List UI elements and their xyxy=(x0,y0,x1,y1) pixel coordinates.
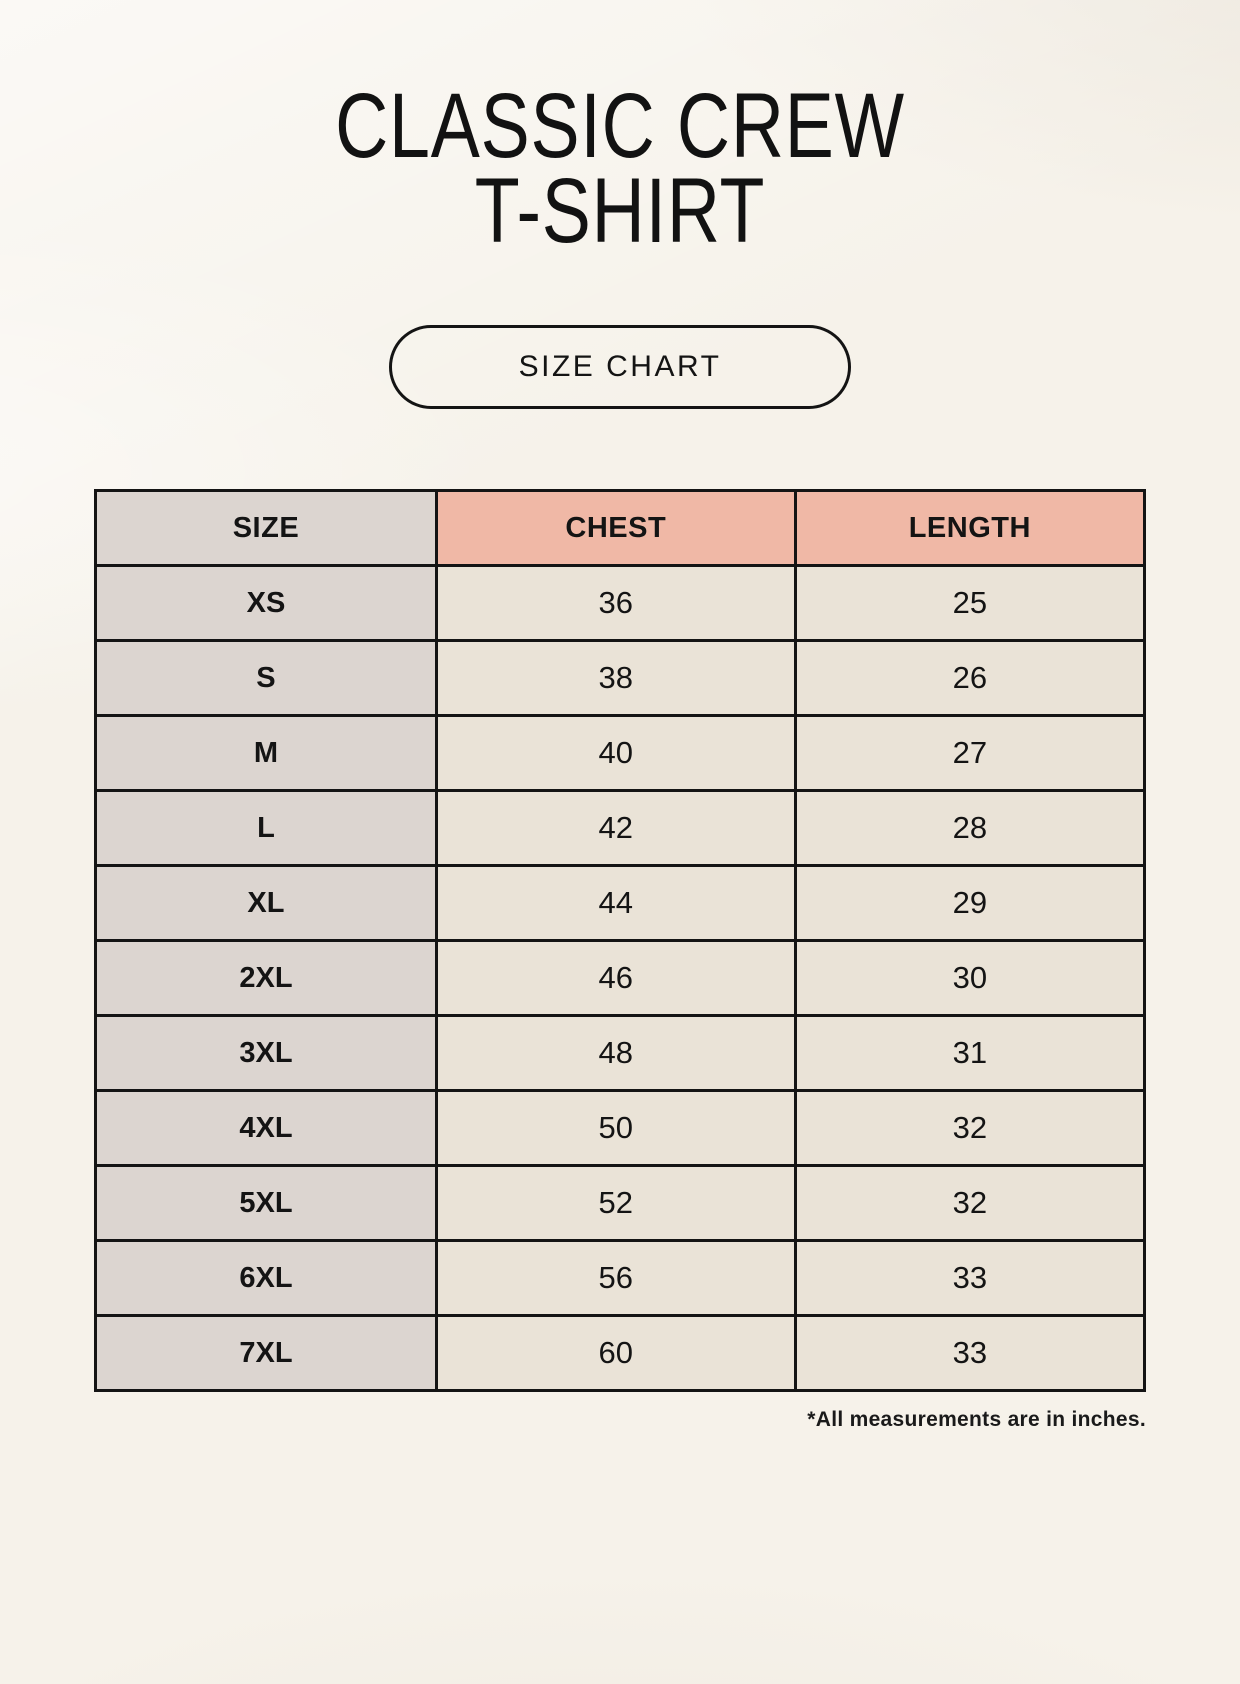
table-row xyxy=(96,566,1145,641)
size-chart-button-label: SIZE CHART xyxy=(518,350,722,384)
chest-cell: 46 xyxy=(436,941,795,1016)
table-row xyxy=(96,1016,1145,1091)
chest-cell: 40 xyxy=(436,716,795,791)
measurements-footnote: *All measurements are in inches. xyxy=(807,1408,1146,1432)
page-title-line-1: CLASSIC CREW xyxy=(335,75,905,177)
table-row xyxy=(96,1091,1145,1166)
table-row xyxy=(96,941,1145,1016)
chest-cell: 36 xyxy=(436,566,795,641)
table-row xyxy=(96,1316,1145,1391)
length-cell: 32 xyxy=(795,1166,1144,1241)
length-cell: 29 xyxy=(795,866,1144,941)
size-chart-button[interactable] xyxy=(389,325,851,409)
length-cell: 31 xyxy=(795,1016,1144,1091)
table-row xyxy=(96,641,1145,716)
length-cell: 32 xyxy=(795,1091,1144,1166)
size-cell: 2XL xyxy=(96,941,437,1016)
header-cell-size: SIZE xyxy=(96,491,437,566)
table-row xyxy=(96,1241,1145,1316)
size-table xyxy=(94,489,1146,1392)
size-cell: XS xyxy=(96,566,437,641)
header-cell-length: LENGTH xyxy=(795,491,1144,566)
size-cell: 3XL xyxy=(96,1016,437,1091)
table-row xyxy=(96,866,1145,941)
size-cell: XL xyxy=(96,866,437,941)
length-cell: 33 xyxy=(795,1316,1144,1391)
length-cell: 28 xyxy=(795,791,1144,866)
size-cell: 6XL xyxy=(96,1241,437,1316)
length-cell: 26 xyxy=(795,641,1144,716)
chest-cell: 44 xyxy=(436,866,795,941)
length-cell: 25 xyxy=(795,566,1144,641)
table-row xyxy=(96,1166,1145,1241)
page-title xyxy=(0,75,1240,262)
table-row xyxy=(96,791,1145,866)
chest-cell: 38 xyxy=(436,641,795,716)
size-cell: L xyxy=(96,791,437,866)
chest-cell: 50 xyxy=(436,1091,795,1166)
length-cell: 30 xyxy=(795,941,1144,1016)
table-header-row xyxy=(96,491,1145,566)
size-cell: 5XL xyxy=(96,1166,437,1241)
size-cell: M xyxy=(96,716,437,791)
length-cell: 27 xyxy=(795,716,1144,791)
length-cell: 33 xyxy=(795,1241,1144,1316)
size-cell: 7XL xyxy=(96,1316,437,1391)
chest-cell: 42 xyxy=(436,791,795,866)
chest-cell: 48 xyxy=(436,1016,795,1091)
page-title-line-2: T-SHIRT xyxy=(474,159,766,262)
chest-cell: 60 xyxy=(436,1316,795,1391)
table-row xyxy=(96,716,1145,791)
size-cell: S xyxy=(96,641,437,716)
size-cell: 4XL xyxy=(96,1091,437,1166)
chest-cell: 56 xyxy=(436,1241,795,1316)
header-cell-chest: CHEST xyxy=(436,491,795,566)
size-table-container xyxy=(94,489,1146,1392)
chest-cell: 52 xyxy=(436,1166,795,1241)
